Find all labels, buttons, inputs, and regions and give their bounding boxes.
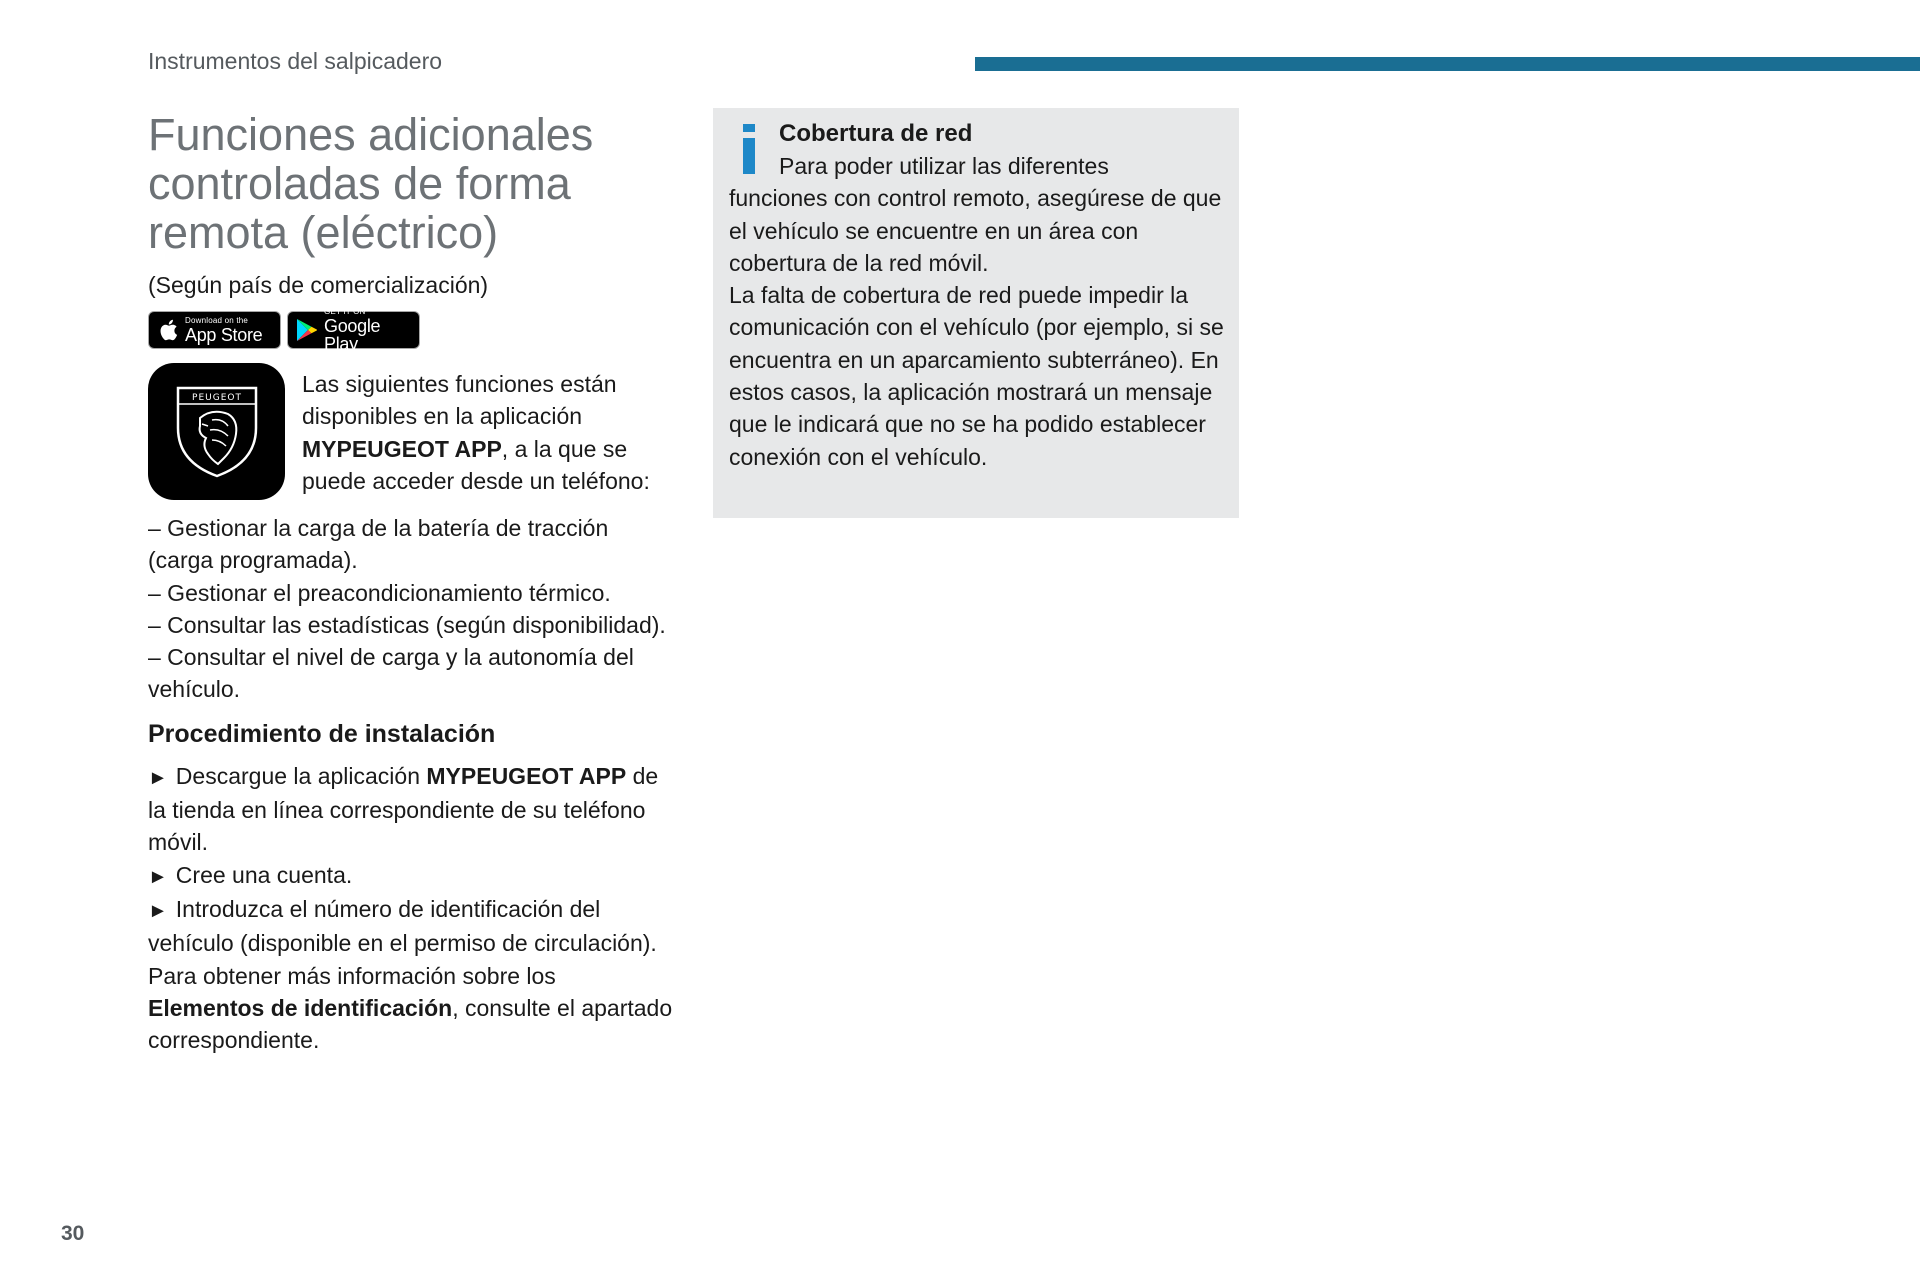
app-intro-text [302,368,662,497]
google-play-big-text: Google Play [324,315,381,354]
more-info-link-text: Elementos de identificación [148,994,453,1021]
info-icon [741,124,757,174]
info-box-title: Cobertura de red [779,120,973,147]
google-play-small-text: GET IT ON [324,306,366,316]
info-box-first-line: Para poder utilizar las diferentes [779,153,1109,179]
intro-text-1: Las siguientes funciones están disponibles en la aplicación [302,371,617,430]
title-line-1: Funciones adicionales [148,109,594,160]
step-3-text: Introduzca el número de identificación del vehículo (disponible en el permiso de circulación). [148,895,657,957]
install-step-3 [148,893,678,960]
intro-app-name: MYPEUGEOT APP [302,435,502,462]
more-info-text-end: , consulte el apartado correspondiente. [148,994,673,1054]
install-step-2 [148,859,678,893]
section-title: Instrumentos del salpicadero [148,48,443,74]
more-info-text: Para obtener más información sobre los [148,962,556,989]
page-number: 30 [61,1222,85,1245]
google-play-label [324,308,411,353]
google-play-icon [296,317,318,343]
header-accent-bar [975,57,1920,71]
app-store-big-text: App Store [185,324,263,345]
list-item: – Gestionar la carga de la batería de tracción (carga programada). [148,515,609,574]
availability-note: (Según país de comercialización) [148,272,489,298]
info-box-paragraph-1: funciones con control remoto, asegúrese de que el vehículo se encuentre en un área con cobertura de la red móvil. [729,185,1222,276]
mypeugeot-app-icon [148,363,285,500]
peugeot-lion-shield-icon [172,384,262,480]
store-badges [148,306,678,354]
step-marker-icon: ► [148,899,168,922]
step-1-text-end: de la tienda en línea correspondiente de su teléfono móvil. [148,762,659,856]
install-heading: Procedimiento de instalación [148,719,496,748]
step-1-text: Descargue la aplicación [175,762,427,789]
app-intro-block [148,363,678,500]
feature-list [148,512,678,706]
install-steps [148,760,678,1057]
app-store-small-text: Download on the [185,315,249,325]
step-marker-icon: ► [148,766,168,789]
brand-text: PEUGEOT [191,392,242,403]
intro-text-2: , a la que se puede acceder desde un teléfono: [302,435,650,494]
info-box-paragraph-2: La falta de cobertura de red puede impedir la comunicación con el vehículo (por ejemplo, si se encuentra en un aparcamiento subterráneo). En estos casos, la aplicación mostrará un mensaje que le indicará que no se ha podido establecer conexión con el vehículo. [729,282,1224,470]
apple-icon [157,317,179,343]
app-store-label [185,317,262,344]
google-play-badge[interactable] [287,306,420,354]
list-item: – Consultar el nivel de carga y la autonomía del vehículo. [148,644,634,703]
title-line-3: remota (eléctrico) [148,207,499,258]
list-item: – Consultar las estadísticas (según disponibilidad). [148,611,666,638]
app-store-badge[interactable] [148,311,281,349]
more-info-paragraph [148,960,678,1057]
page-title [148,110,678,257]
title-line-2: controladas de forma [148,158,571,209]
step-2-text: Cree una cuenta. [175,861,353,888]
list-item: – Gestionar el preacondicionamiento térmico. [148,579,611,606]
left-column [148,110,678,1056]
network-coverage-info-box [713,108,1239,518]
step-marker-icon: ► [148,865,168,888]
install-step-1 [148,760,678,859]
step-1-app-name: MYPEUGEOT APP [426,762,627,789]
